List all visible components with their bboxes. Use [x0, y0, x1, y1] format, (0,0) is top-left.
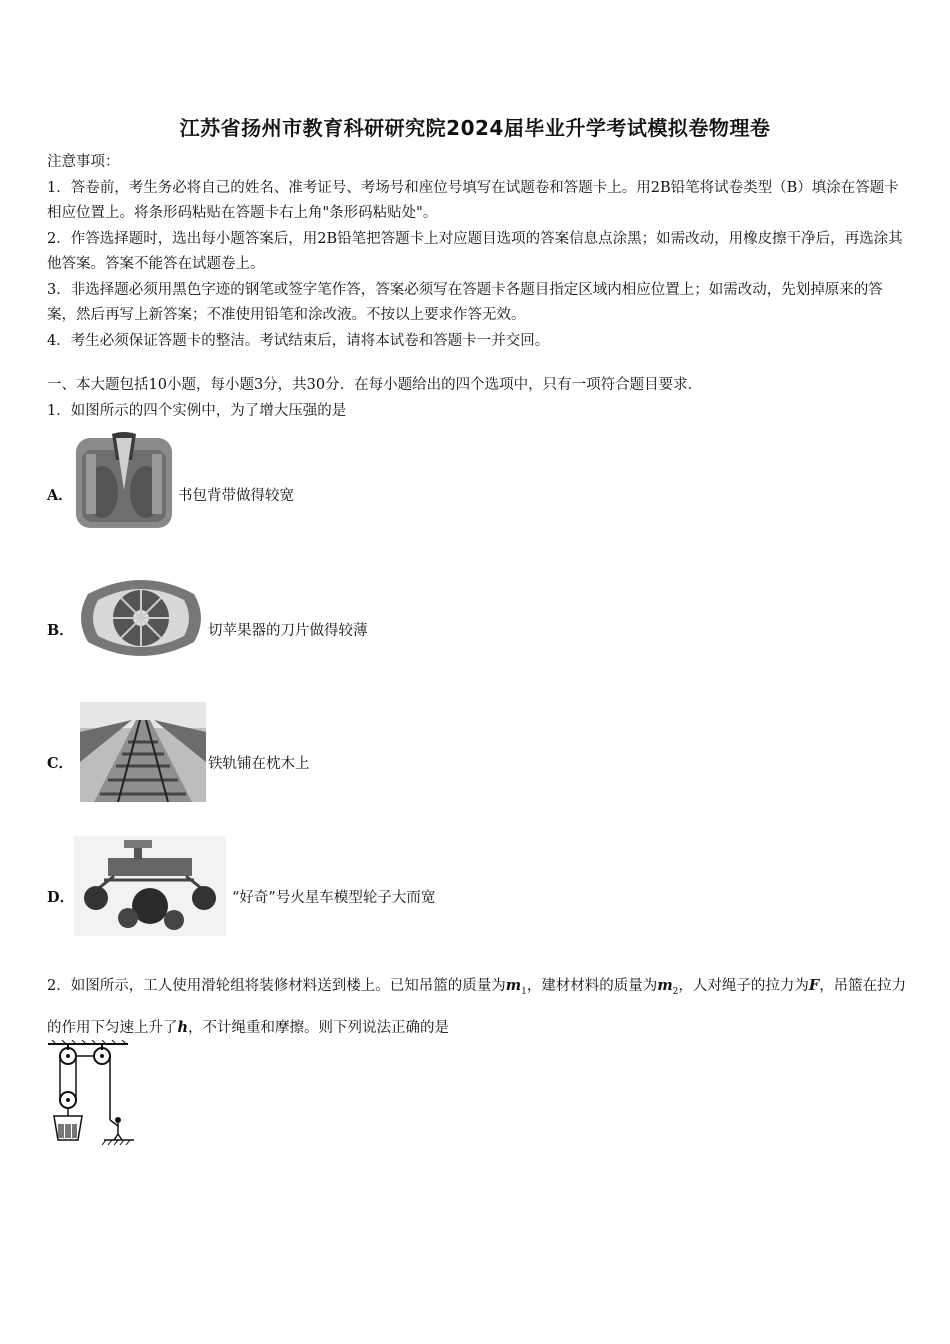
q2-var-m1-subscript: 1: [521, 986, 527, 997]
page-title: 江苏省扬州市教育科研研究院2024届毕业升学考试模拟卷物理卷: [179, 116, 771, 140]
mars-rover-image: [74, 836, 226, 940]
notice-item: 3．非选择题必须用黑色字迹的钢笔或签字笔作答，答案必须写在答题卡各题目指定区域内相应位置上；如需改动，先划掉原来的答案，然后再写上新答案；不准使用铅笔和涂改液。不按以上要求作答无效。: [47, 281, 883, 323]
option-d-text: “好奇”号火星车模型轮子大而宽: [232, 890, 436, 906]
q2-var-m2-subscript: 2: [672, 986, 679, 997]
railway-image: [80, 702, 206, 806]
option-b-letter: B．: [47, 622, 74, 639]
option-a-letter: A．: [47, 487, 73, 504]
pulley-diagram: [44, 1040, 140, 1150]
option-c-letter: C．: [47, 755, 74, 772]
q2-var-F: F: [808, 977, 820, 994]
notice-item: 4．考生必须保证答题卡的整洁。考试结束后，请将本试卷和答题卡一并交回。: [47, 332, 550, 349]
q2-text-part5: ，不计绳重和摩擦。则下列说法正确的是: [188, 1019, 450, 1036]
q2-var-h: h: [177, 1018, 189, 1036]
q2-text-part2: ，建材材料的质量为: [526, 978, 658, 994]
notice-heading: 注意事项：: [47, 154, 120, 170]
backpack-image: [72, 430, 176, 536]
apple-slicer-image: [76, 570, 206, 668]
q2-var-m1: m: [505, 977, 522, 994]
section-heading: 一、本大题包括10小题，每小题3分，共30分．在每小题给出的四个选项中，只有一项符合题目要求．: [47, 377, 703, 393]
option-a-text: 书包背带做得较宽: [178, 488, 294, 504]
notice-item: 2．作答选择题时，选出每小题答案后，用2B铅笔把答题卡上对应题目选项的答案信息点涂黑；如需改动，用橡皮擦干净后，再选涂其他答案。答案不能答在试题卷上。: [47, 230, 903, 272]
q2-text-part3: ，人对绳子的拉力为: [678, 978, 809, 994]
q2-var-m2: m: [657, 977, 673, 994]
notice-block: [47, 150, 907, 354]
question-2-stem: [47, 968, 907, 1046]
option-c-text: 铁轨铺在枕木上: [208, 756, 310, 772]
notice-item: 1．答卷前，考生务必将自己的姓名、准考证号、考场号和座位号填写在试题卷和答题卡上。用2B铅笔将试卷类型（B）填涂在答题卡相应位置上。将条形码粘贴在答题卡右上角"条形码粘贴处"。: [47, 179, 899, 221]
option-d-letter: D．: [47, 889, 75, 906]
q2-text-part4: ，吊篮在拉力的作用下匀速上升了: [47, 978, 907, 1036]
question-1-stem: 1．如图所示的四个实例中，为了增大压强的是: [47, 403, 347, 419]
option-b-text: 切苹果器的刀片做得较薄: [208, 623, 368, 639]
q2-text-part1: 2．如图所示，工人使用滑轮组将装修材料送到楼上。已知吊篮的质量为: [47, 978, 506, 994]
